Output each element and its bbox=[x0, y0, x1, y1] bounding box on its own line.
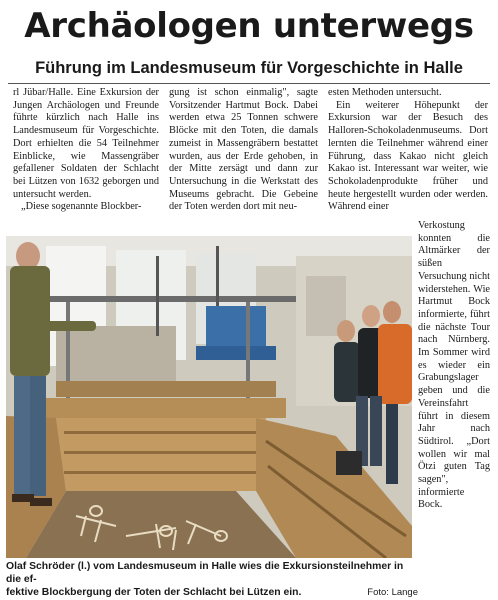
photo-credit: Foto: Lange bbox=[367, 587, 418, 598]
column-1-paragraph-1: rl Jübar/Halle. Eine Exkursion der Jungen Archäologen und Freunde führte kürzlich nach Halle ins Landesmuseum für Vorgeschichte. Dort erhielten die 54 Teilnehmer Einblicke, wie Massengräber gefallener Soldaten der Schlacht bei Lützen von 1632 geborgen und untersucht werden. bbox=[13, 87, 159, 200]
column-3-paragraph-1: esten Methoden untersucht. bbox=[328, 87, 442, 98]
column-1-paragraph-2: „Diese sogenannte Blockber- bbox=[21, 201, 142, 213]
photo-caption bbox=[6, 560, 418, 599]
article-photo bbox=[6, 236, 412, 558]
headline-rule bbox=[8, 83, 490, 84]
column-1 bbox=[13, 87, 159, 214]
caption-line-2: fektive Blockbergung der Toten der Schlacht bei Lützen ein. bbox=[6, 587, 302, 598]
headline: Archäologen unterwegs bbox=[24, 6, 474, 46]
column-2 bbox=[169, 87, 318, 214]
subheadline: Führung im Landesmuseum für Vorgeschichte in Halle bbox=[35, 59, 463, 77]
column-3-paragraph-2: Ein weiterer Höhepunkt der Exkursion war der Besuch des Halloren-Schokoladenmuseums. Dort lernten die Teilnehmer während einer Führung, dass Kakao nicht gleich Kakao ist. Interessant war weiter, wie Schokoladenprodukte früher und heute hergestellt wurden oder werden. Während einer bbox=[328, 99, 488, 213]
column-3-narrow bbox=[418, 220, 490, 512]
column-3 bbox=[328, 87, 488, 214]
caption-line-1: Olaf Schröder (l.) vom Landesmuseum in Halle wies die Exkursionsteilnehmer in die ef- bbox=[6, 561, 404, 585]
column-3-narrow-paragraph: Verkostung konnten die Altmärker der süßen Versuchung nicht widerstehen. Wie Hartmut Bock informierte, führt die nächste Tour nach Nürnberg. Im Sommer wird es wieder ein Grabungslager geben und die Vereinsfahrt führt in diesem Jahr nach Südtirol. „Dort wollen wir mal Ötzi guten Tag sagen", informierte Bock. bbox=[418, 220, 490, 511]
column-2-paragraph-1: gung ist schon einmalig", sagte Vorsitzender Hartmut Bock. Dabei werden etwa 25 Tonnen schwere Blöcke mit den Toten, die damals zumeist in Massengräbern bestattet wurden, aus der Erde gehoben, in der Mitte zersägt und dann zur Untersuchung in die Werkstatt des Museums gebracht. Die Gebeine der Toten werden dort mit neu- bbox=[169, 87, 318, 213]
